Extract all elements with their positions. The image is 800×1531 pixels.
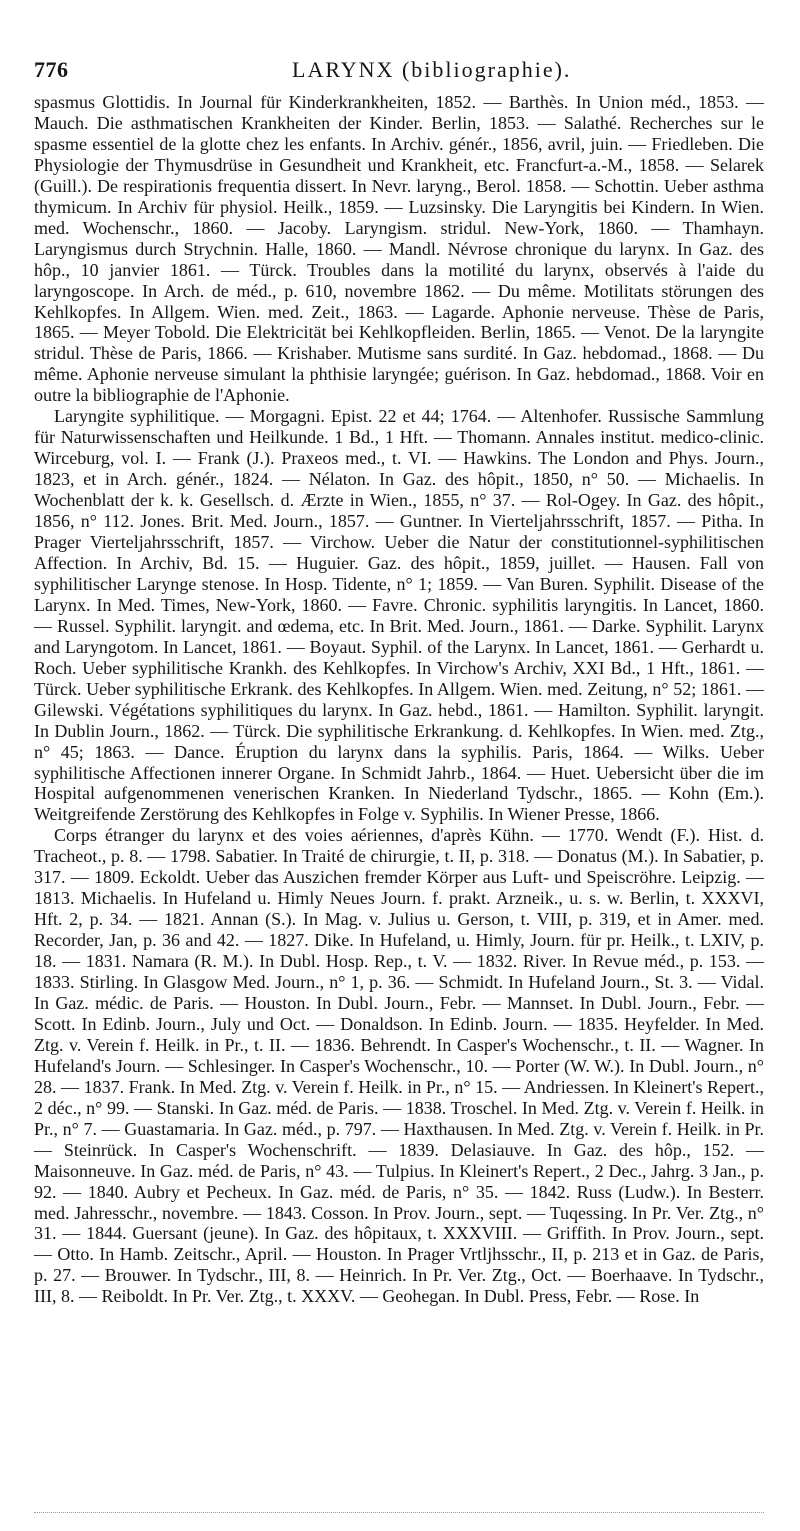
paragraph-foreign-bodies-references: Corps étranger du larynx et des voies aériennes, d'après Kühn. — 1770. Wendt (F.). Hist. d. Tracheot., p. 8. — 1798. Sabatier. In Traité de chirurgie, t. II, p. 318. — Donatus (M.). In Sabatier, p. 317. — 1809. Eckoldt. Ueber das Auszichen fremder Körper aus Luft- und Speiscröhre. Leipzig. — 1813. Michaelis. In Hufeland u. Himly Neues Journ. f. prakt. Arzneik., u. s. w. Berlin, t. XXXVI, Hft. 2, p. 34. — 1821. Annan (S.). In Mag. v. Julius u. Gerson, t. VIII, p. 319, et in Amer. med. Recorder, Jan, p. 36 and 42. — 1827. Dike. In Hufeland, u. Himly, Journ. für pr. Heilk., t. LXIV, p. 18. — 1831. Namara (R. M.). In Dubl. Hosp. Rep., t. V. — 1832. River. In Revue méd., p. 153. — 1833. Stirling. In Glasgow Med. Journ., n° 1, p. 36. — Schmidt. In Hufeland Journ., St. 3. — Vidal. In Gaz. médic. de Paris. — Houston. In Dubl. Journ., Febr. — Mannset. In Dubl. Journ., Febr. — Scott. In Edinb. Journ., July und Oct. — Donaldson. In Edinb. Journ. — 1835. Heyfelder. In Med. Ztg. v. Verein f. Heilk. in Pr., t. II. — 1836. Behrendt. In Casper's Wochenschr., t. II. — Wagner. In Hufeland's Journ. — Schlesinger. In Casper's Wochenschr., 10. — Porter (W. W.). In Dubl. Journ., n° 28. — 1837. Frank. In Med. Ztg. v. Verein f. Heilk. in Pr., n° 15. — Andriessen. In Kleinert's Repert., 2 déc., n° 99. — Stanski. In Gaz. méd. de Paris. — 1838. Troschel. In Med. Ztg. v. Verein f. Heilk. in Pr., n° 7. — Guastamaria. In Gaz. méd., p. 797. — Haxthausen. In Med. Ztg. v. Verein f. Heilk. in Pr. — Steinrück. In Casper's Wochenschrift. — 1839. Delasiauve. In Gaz. des hôp., 152. — Maisonneuve. In Gaz. méd. de Paris, n° 43. — Tulpius. In Kleinert's Repert., 2 Dec., Jahrg. 3 Jan., p. 92. — 1840. Aubry et Pecheux. In Gaz. méd. de Paris, n° 35. — 1842. Russ (Ludw.). In Besterr. med. Jahresschr., novembre. — 1843. Cosson. In Prov. Journ., sept. — Tuqessing. In Pr. Ver. Ztg., n° 31. — 1844. Guersant (jeune). In Gaz. des hôpitaux, t. XXXVIII. — Griffith. In Prov. Journ., sept. — Otto. In Hamb. Zeitschr., April. — Houston. In Prager Vrtljhsschr., II, p. 213 et in Gaz. de Paris, p. 27. — Brouwer. In Tydschr., III, 8. — Heinrich. In Pr. Ver. Ztg., Oct. — Boerhaave. In Tydschr., III, 8. — Reiboldt. In Pr. Ver. Ztg., t. XXXV. — Geohegan. In Dubl. Press, Febr. — Rose. In	[34, 825, 764, 1307]
page-header	[34, 57, 764, 87]
bibliography-text	[34, 92, 764, 1307]
paragraph-syphilitic-laryngitis-references: Laryngite syphilitique. — Morgagni. Epist. 22 et 44; 1764. — Altenhofer. Russische Sammlung für Naturwissenschaften und Heilkunde. 1 Bd., 1 Hft. — Thomann. Annales institut. medico-clinic. Wirceburg, vol. I. — Frank (J.). Praxeos med., t. VI. — Hawkins. The London and Phys. Journ., 1823, et in Arch. génér., 1824. — Nélaton. In Gaz. des hôpit., 1850, n° 50. — Michaelis. In Wochenblatt der k. k. Gesellsch. d. Ærzte in Wien., 1855, n° 37. — Rol-Ogey. In Gaz. des hôpit., 1856, n° 112. Jones. Brit. Med. Journ., 1857. — Guntner. In Vierteljahrsschrift, 1857. — Pitha. In Prager Vierteljahrsschrift, 1857. — Virchow. Ueber die Natur der constitutionnel-syphilitischen Affection. In Archiv, Bd. 15. — Huguier. Gaz. des hôpit., 1859, juillet. — Hausen. Fall von syphilitischer Larynge stenose. In Hosp. Tidente, n° 1; 1859. — Van Buren. Syphilit. Disease of the Larynx. In Med. Times, New-York, 1860. — Favre. Chronic. syphilitis laryngitis. In Lancet, 1860. — Russel. Syphilit. laryngit. and œdema, etc. In Brit. Med. Journ., 1861. — Darke. Syphilit. Larynx and Laryngotom. In Lancet, 1861. — Boyaut. Syphil. of the Larynx. In Lancet, 1861. — Gerhardt u. Roch. Ueber syphilitische Krankh. des Kehlkopfes. In Virchow's Archiv, XXI Bd., 1 Hft., 1861. — Türck. Ueber syphilitische Erkrank. des Kehlkopfes. In Allgem. Wien. med. Zeitung, n° 52; 1861. — Gilewski. Végétations syphilitiques du larynx. In Gaz. hebd., 1861. — Hamilton. Syphilit. laryngit. In Dublin Journ., 1862. — Türck. Die syphilitische Erkrankung. d. Kehlkopfes. In Wien. med. Ztg., n° 45; 1863. — Dance. Éruption du larynx dans la syphilis. Paris, 1864. — Wilks. Ueber syphilitische Affectionen innerer Organe. In Schmidt Jahrb., 1864. — Huet. Uebersicht über die im Hospital aufgenommenen venerischen Kranken. In Niederland Tydschr., 1865. — Kohn (Em.). Weitgreifende Zerstörung des Kehlkopfes in Folge v. Syphilis. In Wiener Presse, 1866.	[34, 406, 764, 825]
page-number: 776	[34, 57, 69, 82]
running-title: LARYNX (bibliographie).	[292, 57, 572, 82]
paragraph-laryngeal-spasm-references: spasmus Glottidis. In Journal für Kinderkrankheiten, 1852. — Barthès. In Union méd., 1853. — Mauch. Die asthmatischen Krankheiten der Kinder. Berlin, 1853. — Salathé. Recherches sur le spasme essentiel de la glotte chez les enfants. In Archiv. génér., 1856, avril, juin. — Friedleben. Die Physiologie der Thymusdrüse in Gesundheit und Krankheit, etc. Francfurt-a.-M., 1858. — Selarek (Guill.). De respirationis frequentia dissert. In Nevr. laryng., Berol. 1858. — Schottin. Ueber asthma thymicum. In Archiv für physiol. Heilk., 1859. — Luzsinsky. Die Laryngitis bei Kindern. In Wien. med. Wochenschr., 1860. — Jacoby. Laryngism. stridul. New-York, 1860. — Thamhayn. Laryngismus durch Strychnin. Halle, 1860. — Mandl. Névrose chronique du larynx. In Gaz. des hôp., 10 janvier 1861. — Türck. Troubles dans la motilité du larynx, observés à l'aide du laryngoscope. In Arch. de méd., p. 610, novembre 1862. — Du même. Motilitats störungen des Kehlkopfes. In Allgem. Wien. med. Zeit., 1863. — Lagarde. Aphonie nerveuse. Thèse de Paris, 1865. — Meyer Tobold. Die Elektricität bei Kehlkopfleiden. Berlin, 1865. — Venot. De la laryngite stridul. Thèse de Paris, 1866. — Krishaber. Mutisme sans surdité. In Gaz. hebdomad., 1868. — Du même. Aphonie nerveuse simulant la phthisie laryngée; guérison. In Gaz. hebdomad., 1868. Voir en outre la bibliographie de l'Aphonie.	[34, 92, 764, 406]
bottom-dotted-rule	[34, 1512, 764, 1513]
